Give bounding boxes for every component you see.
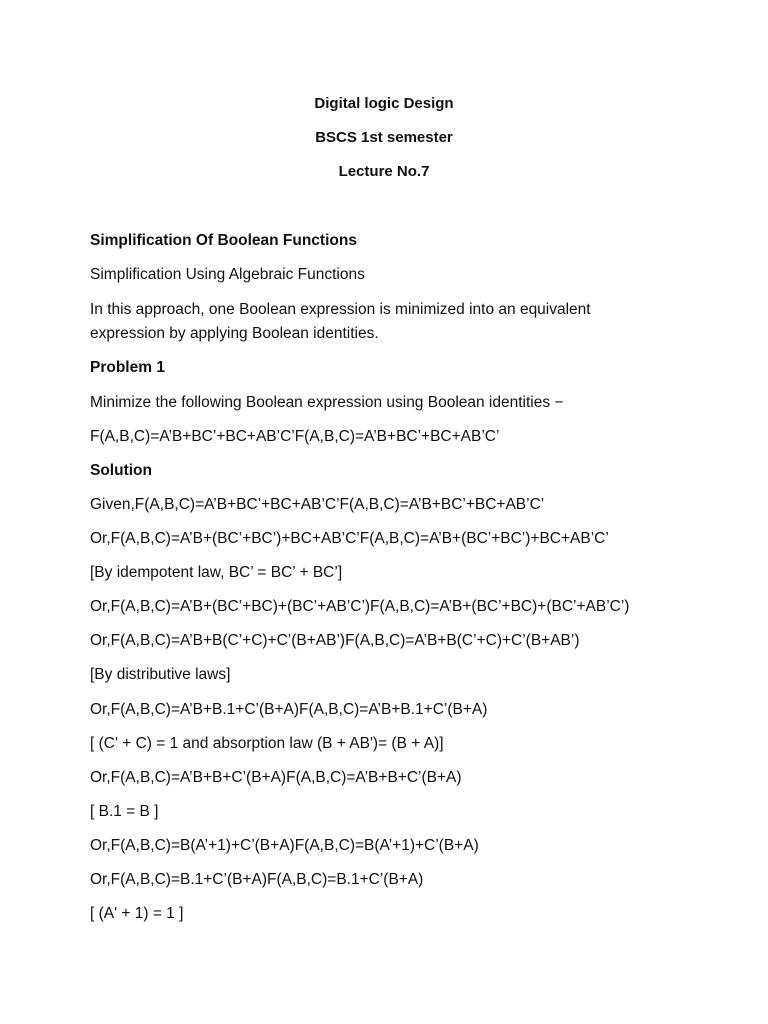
solution-step: [ (A' + 1) = 1 ] — [90, 905, 184, 922]
solution-step: [ B.1 = B ] — [90, 803, 159, 820]
section-title: Simplification Of Boolean Functions — [90, 232, 357, 249]
solution-step: Or,F(A,B,C)=A’B+B(C’+C)+C’(B+AB’)F(A,B,C)=A’B+B(C’+C)+C’(B+AB’) — [90, 632, 580, 649]
problem-statement: Minimize the following Boolean expression using Boolean identities − — [90, 394, 564, 411]
course-title: Digital logic Design — [314, 95, 454, 112]
section-subtitle: Simplification Using Algebraic Functions — [90, 266, 365, 283]
solution-label: Solution — [90, 462, 152, 479]
solution-step: Or,F(A,B,C)=A’B+(BC’+BC)+(BC’+AB’C’)F(A,B,C)=A’B+(BC’+BC)+(BC’+AB’C’) — [90, 598, 630, 615]
solution-step: Given,F(A,B,C)=A’B+BC’+BC+AB’C’F(A,B,C)=A’B+BC’+BC+AB’C’ — [90, 496, 545, 513]
solution-step: [By idempotent law, BC’ = BC’ + BC’] — [90, 564, 343, 581]
solution-step: Or,F(A,B,C)=A’B+B.1+C’(B+A)F(A,B,C)=A’B+B.1+C’(B+A) — [90, 701, 488, 718]
solution-step: [By distributive laws] — [90, 666, 231, 683]
program-subtitle: BSCS 1st semester — [315, 129, 453, 146]
intro-paragraph: In this approach, one Boolean expression is minimized into an equivalent expression by applying Boolean identities. — [90, 301, 591, 342]
solution-step: Or,F(A,B,C)=A’B+(BC’+BC’)+BC+AB’C’F(A,B,C)=A’B+(BC’+BC’)+BC+AB’C’ — [90, 530, 609, 547]
problem-expression: F(A,B,C)=A’B+BC’+BC+AB’C’F(A,B,C)=A’B+BC’+BC+AB’C’ — [90, 428, 500, 445]
lecture-number: Lecture No.7 — [338, 163, 430, 180]
solution-step: Or,F(A,B,C)=A’B+B+C’(B+A)F(A,B,C)=A’B+B+C’(B+A) — [90, 769, 462, 786]
solution-step: Or,F(A,B,C)=B(A’+1)+C’(B+A)F(A,B,C)=B(A’+1)+C’(B+A) — [90, 837, 479, 854]
problem-label: Problem 1 — [90, 359, 165, 376]
solution-step: [ (C' + C) = 1 and absorption law (B + AB')= (B + A)] — [90, 735, 444, 752]
solution-step: Or,F(A,B,C)=B.1+C’(B+A)F(A,B,C)=B.1+C’(B+A) — [90, 871, 424, 888]
